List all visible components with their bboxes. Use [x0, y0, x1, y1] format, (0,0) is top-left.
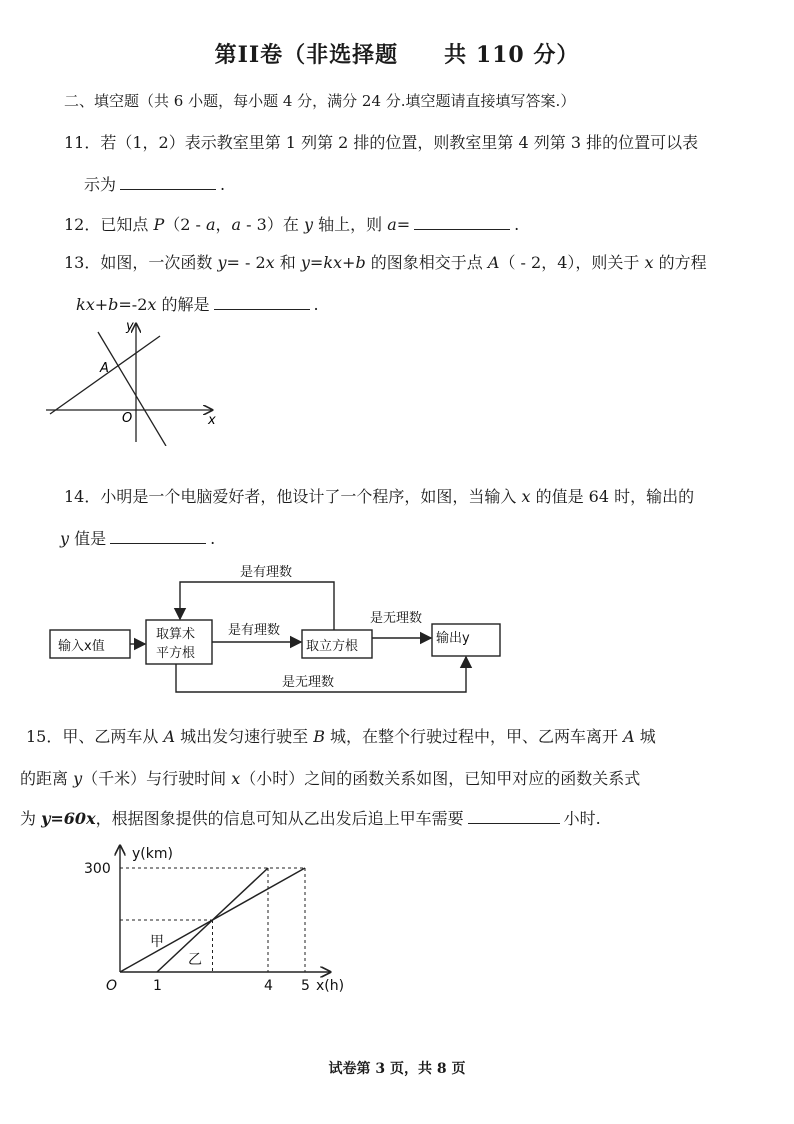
q14-line2-text: 值是: [69, 529, 107, 548]
q13-line2c: 的解是: [156, 295, 210, 314]
q13-tail: 的方程: [653, 253, 707, 272]
q11-answer-blank[interactable]: [120, 173, 216, 190]
q15-line2b: （千米）与行驶时间: [82, 769, 232, 788]
q11-end: .: [220, 175, 226, 194]
q15-series-label-2: 乙: [188, 952, 202, 968]
q15-line3b: ，根据图象提供的信息可知从乙出发后追上甲车需要: [95, 809, 464, 828]
q12-var-y: y: [303, 215, 313, 234]
flow-rational-mid-label: 是有理数: [228, 623, 281, 638]
q15-line1b: 城出发匀速行驶至: [175, 727, 314, 746]
q12-prefix: 12．已知点: [64, 215, 154, 234]
q13-eq1b: = - 2: [226, 253, 266, 272]
q13-graph: [40, 318, 230, 446]
q14-flowchart: [40, 556, 520, 696]
q15-line1d: 城: [634, 727, 656, 746]
q13-line-y-neg2x: [98, 332, 166, 446]
q14-end: .: [210, 529, 216, 548]
flow-sqrt-label-2: 平方根: [156, 646, 196, 661]
q12-end: .: [514, 215, 520, 234]
flow-irrational-right-label: 是无理数: [370, 611, 423, 626]
q13-end: .: [313, 295, 319, 314]
q15-line1: [26, 724, 656, 747]
q13-num: 13．如图，一次函数: [64, 253, 218, 272]
q15-y-tick-label: 300: [84, 861, 111, 877]
q13-label-y: y: [126, 319, 134, 334]
page-title: 第II卷（非选择题 共 110 分）: [214, 42, 580, 68]
q15-var-y: y: [73, 769, 83, 788]
q13-label-a: A: [100, 361, 109, 376]
q13-label-x: x: [208, 413, 216, 428]
flow-sqrt-label-1: 取算术: [156, 627, 196, 642]
q12-rest: - 3）在: [241, 215, 304, 234]
q15-line1c: 城，在整个行驶过程中，甲、乙两车离开: [324, 727, 624, 746]
q15-city-a: A: [623, 727, 635, 746]
flow-input-label: 输入x值: [58, 639, 105, 654]
q14-line1-text: 14．小明是一个电脑爱好者，他设计了一个程序，如图，当输入: [64, 487, 522, 506]
q15-y-axis-label: y(km): [132, 846, 173, 862]
q14-line1b: 的值是 64 时，输出的: [530, 487, 695, 506]
q15-x-tick-label: 5: [301, 978, 310, 994]
q12-answer-blank[interactable]: [414, 213, 510, 230]
q12-comma: ，: [215, 215, 232, 234]
q15-origin-label: O: [106, 978, 118, 994]
flow-irrational-bottom-label: 是无理数: [282, 675, 335, 690]
q15-city-b: B: [313, 727, 325, 746]
q12-point-p: P: [153, 215, 165, 234]
q13-line1: [64, 250, 707, 273]
q15-answer-blank[interactable]: [468, 807, 560, 824]
q13-line2: [76, 292, 319, 315]
q14-line2: [60, 526, 215, 549]
q12-axis: 轴上，则: [313, 215, 388, 234]
q15-func: y=60x: [41, 809, 96, 828]
q13-point-a: A: [487, 253, 500, 272]
q12-var-a: a: [387, 215, 397, 234]
q13-var-x: x: [265, 253, 275, 272]
q14-var-x: x: [521, 487, 531, 506]
page-footer: 试卷第 3 页，共 8 页: [328, 1061, 466, 1077]
q13-var-y: y: [217, 253, 227, 272]
q12-var-a: a: [231, 215, 242, 234]
q15-line2a: 的距离: [20, 769, 74, 788]
q15-city-a: A: [163, 727, 176, 746]
q13-answer-blank[interactable]: [214, 293, 310, 310]
flow-cbrt-label: 取立方根: [306, 639, 359, 654]
q13-and: 和: [274, 253, 301, 272]
q13-line2b: =-2: [118, 295, 148, 314]
q15-line3: [20, 806, 601, 829]
flow-output-label: 输出y: [436, 631, 470, 646]
q15-line3a: 为: [20, 809, 42, 828]
q13-var-x: x: [644, 253, 654, 272]
section-heading: 二、填空题（共 6 小题，每小题 4 分，满分 24 分.填空题请直接填写答案.）: [64, 92, 576, 110]
q11-line2: [84, 172, 225, 195]
q14-answer-blank[interactable]: [110, 527, 206, 544]
q15-var-x: x: [231, 769, 241, 788]
q15-x-tick-label: 1: [153, 978, 162, 994]
q12-eq: =: [396, 215, 411, 234]
flow-rational-top-label: 是有理数: [240, 565, 293, 580]
q15-series-label-1: 甲: [150, 934, 164, 950]
q13-label-o: O: [122, 411, 133, 426]
q11-line2-text: 示为: [84, 175, 117, 194]
q13-line2-eq: kx+b: [76, 295, 119, 314]
q15-x-tick-label: 4: [264, 978, 273, 994]
q12-mid: （2 -: [164, 215, 206, 234]
q14-var-y: y: [60, 529, 70, 548]
q14-line1: [64, 484, 694, 507]
q13-mid: 的图象相交于点: [365, 253, 488, 272]
q11-line1: 11．若（1，2）表示教室里第 1 列第 2 排的位置，则教室里第 4 列第 3 排的位置可以表: [64, 133, 699, 152]
q15-line1a: 15．甲、乙两车从: [26, 727, 164, 746]
q15-x-axis-label: x(h): [316, 978, 345, 994]
q12-var-a: a: [205, 215, 216, 234]
q12-line: [64, 212, 519, 235]
q13-var-x: x: [147, 295, 157, 314]
q15-line2: [20, 766, 640, 789]
q15-line3c: 小时.: [563, 809, 601, 828]
q13-eq2: y=kx+b: [300, 253, 366, 272]
q15-line2c: （小时）之间的函数关系如图，已知甲对应的函数关系式: [240, 769, 641, 788]
q13-coord: （ - 2，4），则关于: [499, 253, 645, 272]
q15-chart: [80, 838, 370, 998]
